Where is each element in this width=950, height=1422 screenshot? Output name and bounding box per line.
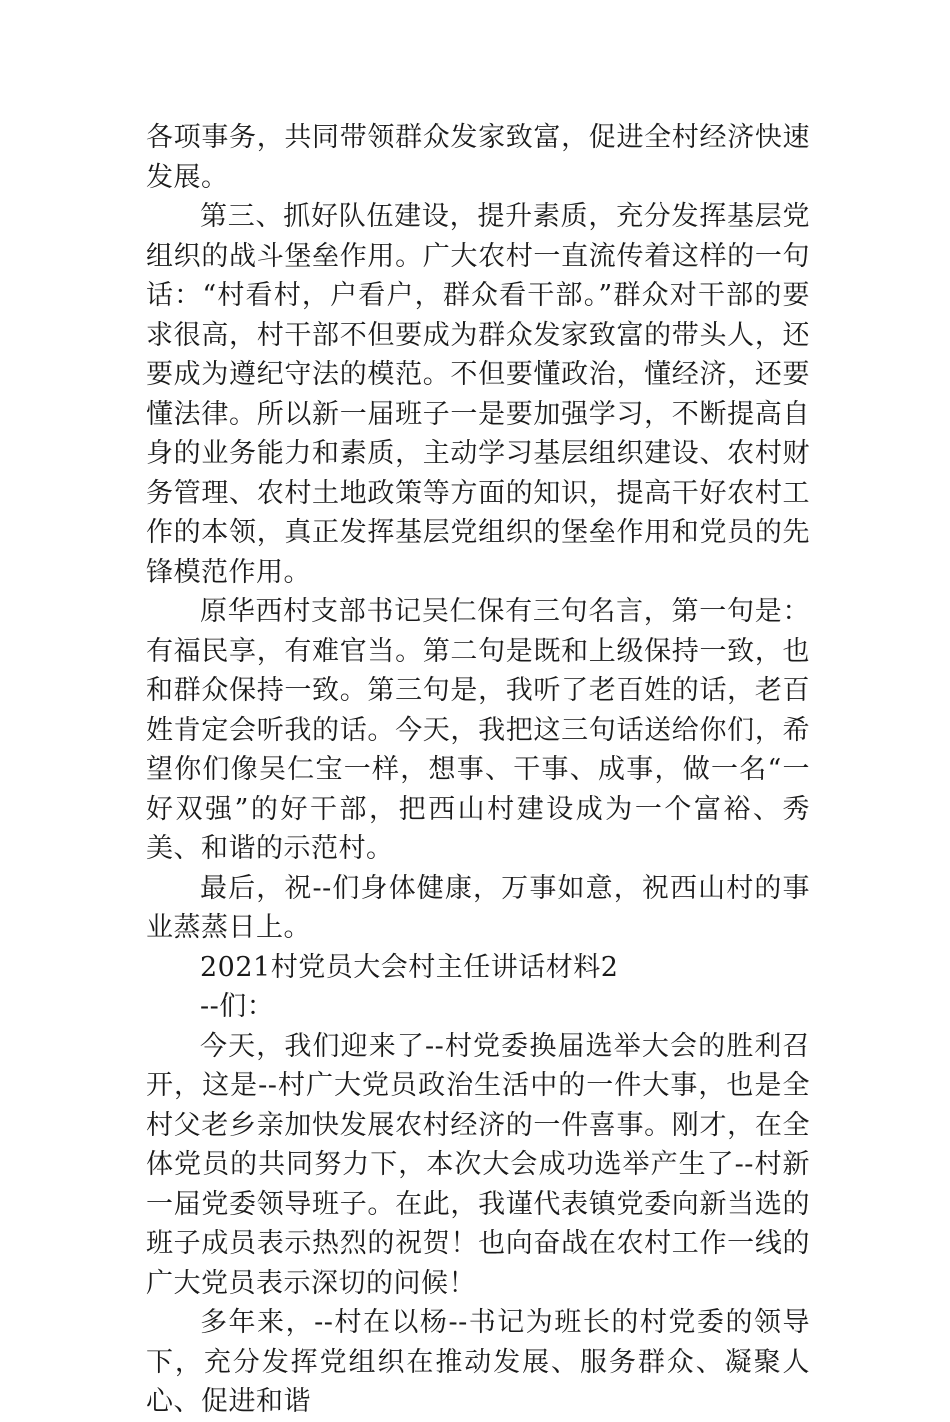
paragraph-third-point: 第三、抓好队伍建设，提升素质，充分发挥基层党组织的战斗堡垒作用。广大农村一直流传着这样的一句话：“村看村，户看户，群众看干部。”群众对干部的要求很高，村干部不但要成为群众发家致富的带头人，还要成为遵纪守法的模范。不但要懂政治，懂经济，还要懂法律。所以新一届班子一是要加强学习，不断提高自身的业务能力和素质，主动学习基层组织建设、农村财务管理、农村土地政策等方面的知识，提高干好农村工作的本领，真正发挥基层党组织的堡垒作用和党员的先锋模范作用。 [146,201,810,588]
document-body [146,118,810,1422]
paragraph-closing-wish: 最后，祝--们身体健康，万事如意，祝西山村的事业蒸蒸日上。 [146,872,810,943]
paragraph-quotes: 原华西村支部书记吴仁保有三句名言，第一句是：有福民享，有难官当。第二句是既和上级保持一致，也和群众保持一致。第三句是，我听了老百姓的话，老百姓肯定会听我的话。今天，我把这三句话送给你们，希望你们像吴仁宝一样，想事、干事、成事，做一名“一好双强”的好干部，把西山村建设成为一个富裕、秀美、和谐的示范村。 [146,596,810,864]
paragraph-many-years: 多年来，--村在以杨--书记为班长的村党委的领导下，充分发挥党组织在推动发展、服务群众、凝聚人心、促进和谐 [146,1307,810,1417]
paragraph-continuation: 各项事务，共同带领群众发家致富，促进全村经济快速发展。 [146,122,810,193]
salutation: --们： [200,991,275,1022]
paragraph-opening: 今天，我们迎来了--村党委换届选举大会的胜利召开，这是--村广大党员政治生活中的一件大事，也是全村父老乡亲加快发展农村经济的一件喜事。刚才，在全体党员的共同努力下，本次大会成功选举产生了--村新一届党委领导班子。在此，我谨代表镇党委向新当选的班子成员表示热烈的祝贺！也向奋战在农村工作一线的广大党员表示深切的问候！ [146,1030,810,1299]
section-title: 2021村党员大会村主任讲话材料2 [200,951,619,983]
